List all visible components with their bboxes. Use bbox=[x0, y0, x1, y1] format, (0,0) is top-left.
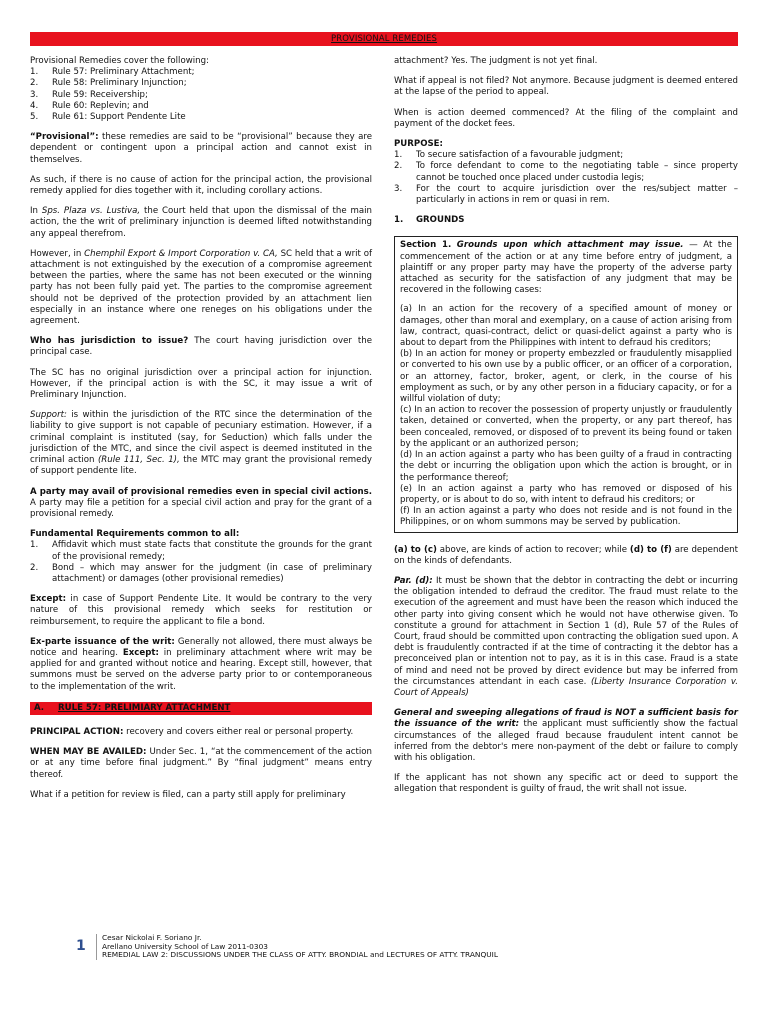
paragraph-review: What if a petition for review is filed, can a party still apply for preliminary bbox=[30, 789, 346, 800]
text: However, in bbox=[30, 248, 85, 259]
list-item bbox=[30, 67, 372, 78]
paragraph-principal-action bbox=[30, 727, 372, 738]
paragraph-appeal: What if appeal is not filed? Not anymore. Because judgment is deemed entered at the lapse of the period to appeal. bbox=[394, 76, 738, 98]
paragraph-except bbox=[30, 594, 372, 628]
footer-course: REMEDIAL LAW 2: DISCUSSIONS UNDER THE CLASS OF ATTY. BRONDIAL and LECTURES OF ATTY. TRANQUIL bbox=[102, 950, 498, 960]
text: — At the commencement of the action or at any time before entry of judgment, a plaintiff or any proper party may have the property of the adverse party attached as security for the satisfaction of any judgment that may be recovered in the following cases: bbox=[400, 240, 732, 296]
footer-school: Arellano University School of Law 2011-0303 bbox=[102, 941, 268, 951]
text: It must be shown that the debtor in contracting the debt or incurring the obligation intended to defraud the creditor. The fraud must relate to the execution of the agreement and must have been the reason which induced the other party into giving consent which he would not have otherwise given. To constitute a ground for attachment in Section 1 (d), Rule 57 of the Rules of Court, fraud should be committed upon contracting the obligation sued upon. A debt is fraudulently contracted if at the time of contracting it the debtor has a preconceived plan or intention not to pay, as it is in this case. Fraud is a state of mind and need not be proved by direct evidence but may be inferred from the circumstances attendant in each case. bbox=[394, 575, 738, 687]
item-text: For the court to acquire jurisdiction over the res/subject matter – particularly in actions in rem or quasi in rem. bbox=[416, 183, 738, 206]
text: the MTC may grant the provisional remedy of support pendente lite. bbox=[30, 455, 372, 477]
footer-lines bbox=[102, 934, 498, 960]
footer-author: Cesar Nickolai F. Soriano Jr. bbox=[102, 933, 202, 942]
fundamental-heading bbox=[30, 529, 372, 540]
list-item bbox=[30, 78, 372, 89]
text: Under Sec. 1, “at the commencement of the action or at any time before final judgment.” By “final judgment” means entry thereof. bbox=[30, 747, 372, 780]
bold-text: PRINCIPAL ACTION: bbox=[30, 726, 124, 737]
rules-list bbox=[30, 67, 372, 123]
item-text: Rule 60: Replevin; and bbox=[52, 100, 149, 111]
list-item: (c) In an action to recover the possession of property unjustly or fraudulently taken, detained or converted, when the property, or any part thereof, has been concealed, removed, or disposed of to prevent its being found or taken by the applicant or an authorized person; bbox=[400, 405, 732, 449]
list-item bbox=[30, 101, 372, 112]
question: Who has jurisdiction to issue? bbox=[30, 336, 189, 347]
purpose-heading bbox=[394, 139, 738, 150]
paragraph-sc: The SC has no original jurisdiction over a principal action for injunction. However, if the principal action is with the SC, it may issue a writ of Preliminary Injunction. bbox=[30, 367, 372, 401]
section-title: RULE 57: PRELIMIARY ATTACHMENT bbox=[58, 702, 231, 713]
paragraph-jurisdiction bbox=[30, 336, 372, 358]
section-header-rule-57 bbox=[30, 702, 372, 715]
paragraph-plaza bbox=[30, 206, 372, 240]
item-number: 5. bbox=[30, 112, 39, 123]
list-item bbox=[30, 540, 372, 562]
text: is within the jurisdiction of the RTC since the determination of the liability to give support is not capable of pecuniary estimation. However, if a criminal complaint is instituted (say, for Seduction) which falls under the jurisdiction of the MTC, and since the civil aspect is deemed instituted in the criminal action bbox=[30, 410, 372, 466]
heading-text: Fundamental Requirements common to all: bbox=[30, 529, 240, 540]
text: the Court held that upon the dismissal of the main action, the the writ of preliminary injunction is deemed lifted notwithstanding any appeal therefrom. bbox=[30, 206, 372, 239]
page-number: 1 bbox=[76, 938, 86, 954]
list-item bbox=[30, 90, 372, 101]
paragraph-last: If the applicant has not shown any specific act or deed to support the allegation that respondent is guilty of fraud, the writ shall not issue. bbox=[394, 773, 738, 795]
paragraph-general-sweeping bbox=[394, 708, 738, 764]
list-item: (e) In an action against a party who has removed or disposed of his property, or is about to do so, with intent to defraud his creditors; or bbox=[400, 483, 732, 505]
footer-divider bbox=[96, 934, 97, 960]
heading-text: GROUNDS bbox=[416, 215, 465, 226]
text: these remedies are said to be “provisional” because they are dependent or contingent upon a principal action and cannot exist in themselves. bbox=[30, 132, 372, 165]
item-text: Rule 59: Receivership; bbox=[52, 89, 148, 100]
term: Support: bbox=[30, 410, 67, 421]
bold-text: (a) to (c) bbox=[394, 544, 437, 555]
item-text: Affidavit which must state facts that constitute the grounds for the grant of the provisional remedy; bbox=[52, 540, 372, 562]
item-number: 2. bbox=[30, 78, 39, 89]
section-letter: A. bbox=[34, 702, 45, 713]
text: in preliminary attachment where writ may be applied for and granted without notice and hearing. Except still, however, that summons must be served on the adverse party prior to or contemporaneous to the implementation of the writ. bbox=[30, 647, 372, 692]
fundamental-list bbox=[30, 540, 372, 585]
section-number: Section 1. bbox=[400, 240, 452, 251]
heading-text: PURPOSE: bbox=[394, 139, 443, 150]
bold-text: WHEN MAY BE AVAILED: bbox=[30, 747, 147, 758]
box-intro bbox=[400, 240, 732, 296]
item-number: 2. bbox=[30, 562, 39, 573]
answer: The court having jurisdiction over the principal case. bbox=[30, 336, 372, 358]
item-number: 1. bbox=[30, 67, 39, 78]
list-item bbox=[30, 112, 372, 123]
item-text: Rule 61: Support Pendente Lite bbox=[52, 112, 186, 123]
paragraph-when-availed bbox=[30, 747, 372, 781]
list-item: (b) In an action for money or property embezzled or fraudulently misapplied or converted to his own use by a public officer, or an officer of a corporation, or an attorney, factor, broker, agent, or clerk, in the course of his employment as such, or by any other person in a fiduciary capacity, or for a willful violation of duty; bbox=[400, 349, 732, 405]
intro-text: Provisional Remedies cover the following: bbox=[30, 56, 209, 66]
text: in case of Support Pendente Lite. It would be contrary to the very nature of this provisional remedy which seeks for restitution or reimbursement, to require the applicant to file a bond. bbox=[30, 594, 372, 627]
text: A party may file a petition for a special civil action and pray for the grant of a provisional remedy. bbox=[30, 497, 372, 519]
grounds-heading bbox=[394, 215, 738, 226]
list-item: (a) In an action for the recovery of a specified amount of money or damages, other than moral and exemplary, on a cause of action arising from law, contract, quasi-contract, delict or quasi-delict against a party who is about to depart from the Philippines with intent to defraud his creditors; bbox=[400, 304, 732, 349]
citation: (Rule 111, Sec. 1), bbox=[97, 455, 180, 466]
list-item bbox=[394, 184, 738, 206]
paragraph-party bbox=[30, 487, 372, 521]
list-item bbox=[30, 563, 372, 585]
list-item bbox=[394, 161, 738, 183]
text: are dependent on the kinds of defendants. bbox=[394, 544, 738, 566]
text: recovery and covers either real or personal property. bbox=[123, 726, 354, 737]
citation: (Liberty Insurance Corporation v. Court of Appeals) bbox=[394, 676, 738, 698]
item-number: 2. bbox=[394, 161, 403, 172]
heading-number: 1. bbox=[394, 215, 404, 226]
paragraph-ex-parte bbox=[30, 637, 372, 693]
item-text: Bond – which may answer for the judgment (in case of preliminary attachment) or damages (other provisional remedies) bbox=[52, 562, 372, 584]
case-name: Sps. Plaza vs. Lustiva, bbox=[41, 206, 141, 217]
box-items bbox=[400, 304, 732, 528]
paragraph-chemphil bbox=[30, 249, 372, 327]
term: “Provisional”: bbox=[30, 132, 99, 143]
title-banner bbox=[30, 32, 738, 46]
bold-text: Ex-parte issuance of the writ: bbox=[30, 636, 175, 647]
bold-text: Par. (d): bbox=[394, 575, 433, 586]
left-column bbox=[30, 56, 372, 810]
paragraph-commenced: When is action deemed commenced? At the filing of the complaint and payment of the docket fees. bbox=[394, 107, 738, 129]
paragraph-such-as: As such, if there is no cause of action for the principal action, the provisional remedy applied for dies together with it, including corollary actions. bbox=[30, 174, 372, 197]
paragraph-attachment: attachment? Yes. The judgment is not yet final. bbox=[394, 56, 598, 66]
page-footer bbox=[76, 933, 740, 960]
text: SC held that a writ of attachment is not extinguished by the execution of a compromise agreement between the parties, where the same has not been executed or the winning party has not been fully paid yet. The parties to the compromise agreement should not be deprived of the protection provided by an attachment lien especially in an instance where one reneges on his obligations under the agreement. bbox=[30, 248, 372, 327]
bold-text: Except: bbox=[122, 647, 159, 658]
text: the applicant must sufficiently show the factual circumstances of the alleged fraud because fraudulent intent cannot be inferred from the debtor's mere non-payment of the debt or failure to comply with his obligation. bbox=[394, 719, 738, 763]
case-name: Chemphil Export & Import Corporation v. CA, bbox=[84, 248, 278, 259]
item-number: 3. bbox=[394, 183, 403, 194]
item-number: 1. bbox=[394, 150, 403, 161]
paragraph-support bbox=[30, 410, 372, 477]
text: above, are kinds of action to recover; while bbox=[436, 544, 630, 555]
page-title: PROVISIONAL REMEDIES bbox=[331, 34, 437, 44]
paragraph-kinds bbox=[394, 545, 738, 567]
section-title: Grounds upon which attachment may issue. bbox=[456, 240, 684, 251]
paragraph-par-d bbox=[394, 576, 738, 699]
list-item: (d) In an action against a party who has been guilty of a fraud in contracting the debt or incurring the obligation upon which the action is brought, or in the performance thereof; bbox=[400, 450, 732, 483]
right-column bbox=[394, 56, 738, 805]
bold-text: A party may avail of provisional remedies even in special civil actions. bbox=[30, 486, 372, 497]
item-text: Rule 57: Preliminary Attachment; bbox=[52, 67, 195, 78]
list-item: (f) In an action against a party who does not reside and is not found in the Philippines, or on whom summons may be served by publication. bbox=[400, 506, 732, 528]
item-number: 4. bbox=[30, 100, 39, 111]
item-number: 3. bbox=[30, 89, 39, 100]
item-text: To secure satisfaction of a favourable judgment; bbox=[416, 150, 624, 161]
item-text: Rule 58: Preliminary Injunction; bbox=[52, 78, 187, 89]
item-number: 1. bbox=[30, 540, 39, 551]
text: In bbox=[30, 206, 42, 217]
list-item bbox=[394, 150, 738, 161]
purpose-list bbox=[394, 150, 738, 206]
paragraph-provisional bbox=[30, 132, 372, 166]
section-1-box bbox=[394, 236, 738, 532]
text: Generally not allowed, there must always be notice and hearing. bbox=[30, 636, 372, 658]
bold-text: (d) to (f) bbox=[629, 544, 672, 555]
bold-text: Except: bbox=[30, 594, 67, 605]
bold-text: General and sweeping allegations of fraud is NOT a sufficient basis for the issuance of the writ: bbox=[394, 708, 738, 730]
item-text: To force defendant to come to the negotiating table – since property cannot be touched once placed under custodia legis; bbox=[416, 161, 738, 183]
